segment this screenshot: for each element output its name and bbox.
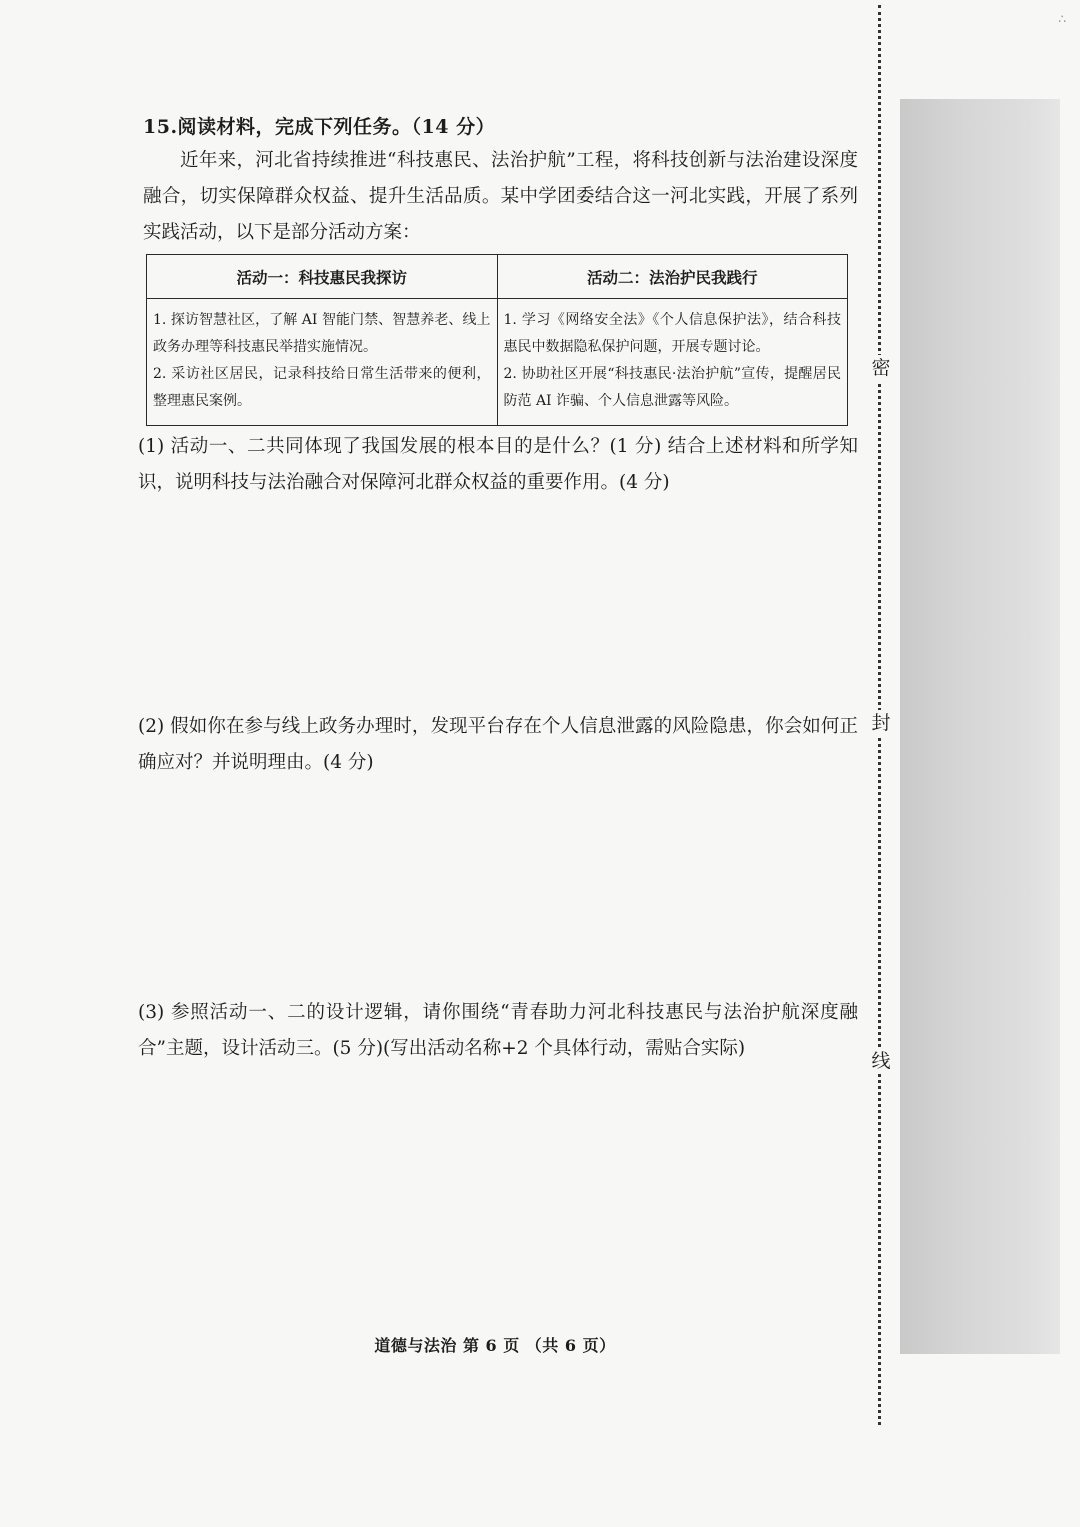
seal-char-mi: 密 — [868, 355, 894, 381]
page-footer: 道德与法治 第 6 页 （共 6 页） — [374, 1336, 616, 1355]
table-header-activity-1: 活动一：科技惠民我探访 — [147, 255, 498, 299]
activity-2-content — [497, 299, 848, 426]
seal-char-xian: 线 — [868, 1048, 894, 1074]
activity-1-item-1: 1. 探访智慧社区，了解 AI 智能门禁、智慧养老、线上政务办理等科技惠民举措实施情况。 — [153, 312, 491, 355]
corner-mark: ∴ — [1058, 12, 1066, 26]
table-row — [147, 299, 848, 426]
seal-char-feng: 封 — [868, 710, 894, 736]
activity-plan-table — [146, 254, 848, 426]
activity-2-item-1: 1. 学习《网络安全法》《个人信息保护法》，结合科技惠民中数据隐私保护问题，开展专题讨论。 — [503, 312, 841, 355]
subquestion-2: (2) 假如你在参与线上政务办理时，发现平台存在个人信息泄露的风险隐患，你会如何正确应对？并说明理由。(4 分) — [138, 716, 858, 773]
scan-shadow-strip — [900, 99, 1060, 1354]
activity-1-content — [147, 299, 498, 426]
question-intro: 近年来，河北省持续推进“科技惠民、法治护航”工程，将科技创新与法治建设深度融合，切实保障群众权益、提升生活品质。某中学团委结合这一河北实践，开展了系列实践活动，以下是部分活动方案： — [143, 150, 858, 243]
activity-2-item-2: 2. 协助社区开展“科技惠民·法治护航”宣传，提醒居民防范 AI 诈骗、个人信息泄露等风险。 — [503, 366, 841, 409]
question-title: 15.阅读材料，完成下列任务。（14 分） — [143, 116, 496, 138]
subquestion-1: (1) 活动一、二共同体现了我国发展的根本目的是什么？(1 分) 结合上述材料和所学知识，说明科技与法治融合对保障河北群众权益的重要作用。(4 分) — [138, 436, 858, 493]
activity-1-item-2: 2. 采访社区居民，记录科技给日常生活带来的便利，整理惠民案例。 — [153, 366, 491, 409]
table-header-activity-2: 活动二：法治护民我践行 — [497, 255, 848, 299]
subquestion-3: (3) 参照活动一、二的设计逻辑，请你围绕“青春助力河北科技惠民与法治护航深度融合”主题，设计活动三。(5 分)(写出活动名称+2 个具体行动，需贴合实际) — [138, 1002, 858, 1059]
table-header-row — [147, 255, 848, 299]
